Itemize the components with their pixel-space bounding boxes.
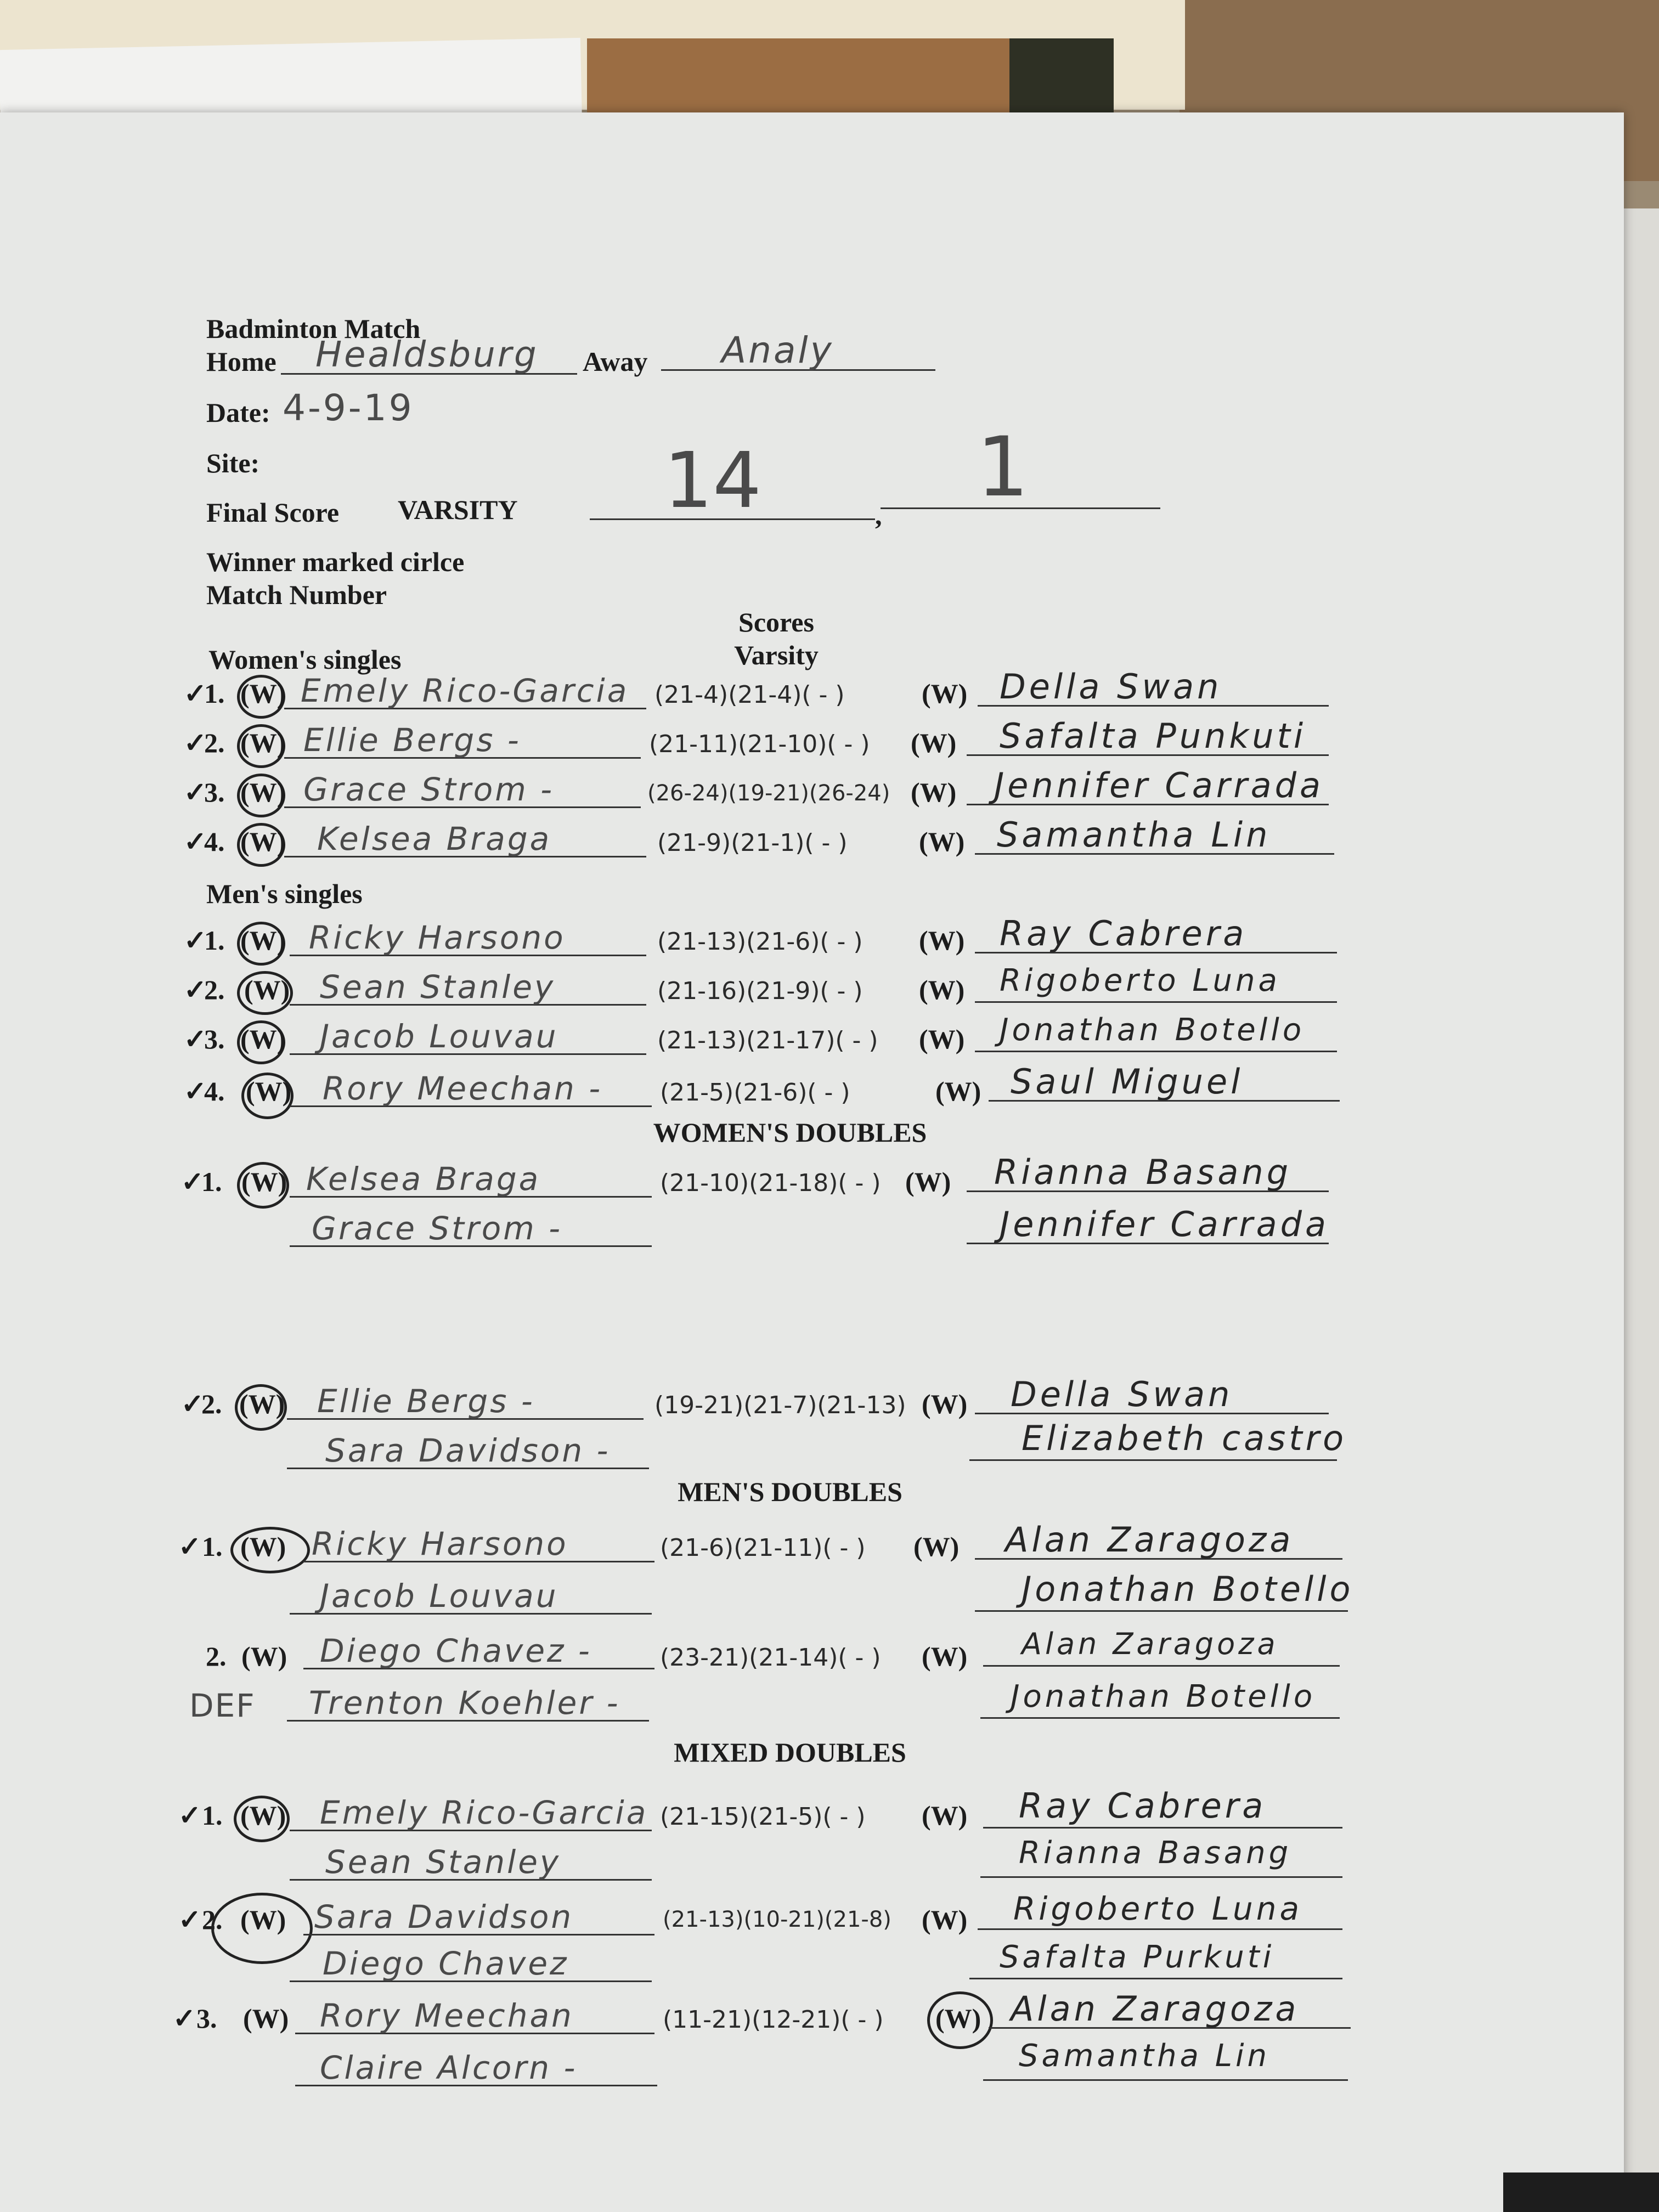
away-team: Analy [721,329,834,371]
away-win-mark: (W) [922,1800,968,1831]
home-player: Ellie Bergs - [303,721,521,759]
home-score: 14 [664,436,762,526]
away-player-1: Alan Zaragoza [1005,1520,1294,1560]
check-mark: ✓ [181,1389,204,1419]
match-number: 3. [204,1024,225,1054]
name-line [969,1978,1342,1979]
away-win-mark: (W) [922,1641,968,1672]
away-win-mark: (W) [919,925,965,956]
away-win-mark: (W) [919,826,965,857]
name-line [975,1051,1337,1052]
game-scores: (21-5)(21-6)( - ) [660,1079,850,1107]
home-win-mark: (W) [243,2003,289,2034]
name-line [980,1717,1340,1719]
home-player-1: Ellie Bergs - [317,1383,535,1420]
name-line [983,2079,1348,2081]
away-player-2: Safalta Purkuti [1000,1939,1275,1975]
away-player-1: Alan Zaragoza [1022,1627,1279,1661]
away-player: Safalta Punkuti [1000,716,1307,756]
away-player: Samantha Lin [997,815,1271,855]
match-number: 1. [204,678,225,709]
home-win-mark: (W) [240,1904,286,1935]
home-win-mark: (W) [240,777,286,808]
away-player-1: Rigoberto Luna [1013,1890,1303,1927]
away-score: 1 [977,420,1029,515]
check-mark: ✓ [181,1166,204,1197]
away-win-mark: (W) [905,1166,951,1197]
home-win-mark: (W) [240,1531,286,1562]
home-player-2: Sara Davidson - [325,1432,611,1469]
final-score-label: Final Score [206,497,340,528]
away-player: Jennifer Carrada [994,765,1324,805]
game-scores: (21-4)(21-4)( - ) [654,681,845,709]
away-win-mark: (W) [919,1024,965,1054]
away-win-mark: (W) [919,974,965,1005]
background-tape [587,38,1015,121]
home-player: Emely Rico-Garcia [301,672,629,709]
away-win-mark: (W) [911,727,957,758]
home-player-1: Rory Meechan [320,1997,574,2034]
match-number: 4. [204,1076,225,1107]
away-win-mark: (W) [911,777,957,808]
away-player-2: Rianna Basang [1019,1835,1292,1871]
section-mens-doubles: MEN'S DOUBLES [678,1476,902,1507]
away-player: Della Swan [1000,667,1222,707]
match-number: 3. [204,777,225,808]
section-womens-doubles: WOMEN'S DOUBLES [653,1117,927,1148]
name-line [969,1459,1337,1461]
match-number: 2. [206,1641,227,1672]
away-player-1: Della Swan [1011,1374,1233,1414]
section-womens-singles: Women's singles [208,644,402,675]
home-win-mark: (W) [240,826,286,857]
away-win-mark: (W) [913,1531,960,1562]
away-label: Away [583,346,648,377]
name-line [978,1928,1342,1930]
date-value: 4-9-19 [283,387,414,429]
check-mark: ✓ [184,925,207,956]
default-note: DEF [189,1687,256,1724]
home-player: Sean Stanley [320,968,556,1006]
check-mark: ✓ [178,1904,201,1935]
home-player: Jacob Louvau [320,1018,558,1055]
home-player: Rory Meechan - [323,1070,603,1107]
home-win-mark: (W) [240,727,286,758]
away-win-mark: (W) [922,1904,968,1935]
game-scores: (23-21)(21-14)( - ) [660,1644,881,1672]
away-win-mark: (W) [922,1389,968,1419]
game-scores: (21-15)(21-5)( - ) [660,1803,866,1831]
score-separator: , [875,500,882,531]
away-player-1: Rianna Basang [994,1152,1292,1192]
varsity-label: VARSITY [398,494,518,525]
game-scores: (19-21)(21-7)(21-13) [654,1391,906,1419]
game-scores: (11-21)(12-21)( - ) [663,2006,884,2034]
match-number: 1. [202,1531,223,1562]
away-player-2: Jonathan Botello [1022,1569,1354,1609]
away-player: Saul Miguel [1011,1062,1244,1102]
home-player-2: Trenton Koehler - [309,1684,620,1722]
away-player: Ray Cabrera [1000,913,1248,953]
home-win-mark: (W) [241,1641,287,1672]
home-player-1: Emely Rico-Garcia [320,1794,648,1831]
home-win-mark: (W) [246,1076,292,1107]
name-line [975,1610,1348,1612]
name-line [983,1827,1342,1829]
away-win-mark: (W) [935,1076,981,1107]
score-sheet [0,112,1624,2212]
scores-label: Scores [738,607,814,637]
check-mark: ✓ [178,1800,201,1831]
check-mark: ✓ [184,826,207,857]
away-player-1: Alan Zaragoza [1011,1989,1300,2029]
scores-sublabel: Varsity [734,640,819,670]
check-mark: ✓ [184,1024,207,1054]
home-win-mark: (W) [244,974,290,1005]
section-mens-singles: Men's singles [206,878,363,909]
check-mark: ✓ [184,777,207,808]
away-player-2: Samantha Lin [1019,2038,1271,2074]
match-number: 2. [204,974,225,1005]
game-scores: (21-16)(21-9)( - ) [657,977,863,1005]
game-scores: (21-13)(21-17)( - ) [657,1026,878,1054]
match-number: 1. [202,1800,223,1831]
home-player: Ricky Harsono [309,919,566,956]
away-win-mark: (W) [922,678,968,709]
game-scores: (21-6)(21-11)( - ) [660,1534,866,1562]
game-scores: (21-9)(21-1)( - ) [657,829,848,857]
match-number: 2. [204,727,225,758]
home-win-mark: (W) [239,1389,285,1419]
check-mark: ✓ [184,727,207,758]
home-win-mark: (W) [241,1166,287,1197]
home-player-1: Sara Davidson [314,1898,574,1936]
home-win-mark: (W) [240,678,286,709]
check-mark: ✓ [173,2003,196,2034]
match-number-label: Match Number [206,579,387,610]
home-player-1: Ricky Harsono [312,1525,568,1562]
home-player-2: Diego Chavez [323,1945,569,1982]
check-mark: ✓ [178,1531,201,1562]
background-dark-corner [1503,2172,1659,2212]
away-player-1: Ray Cabrera [1019,1786,1267,1826]
name-line [980,1876,1342,1878]
match-number: 2. [201,1389,222,1419]
home-win-mark: (W) [240,1800,286,1831]
game-scores: (21-11)(21-10)( - ) [649,730,870,758]
home-player: Grace Strom - [303,771,555,808]
home-player-1: Diego Chavez - [320,1632,592,1669]
home-player-2: Jacob Louvau [320,1577,558,1615]
check-mark: ✓ [184,1076,207,1107]
match-number: 3. [196,2003,217,2034]
match-number: 2. [202,1904,223,1935]
away-player-2: Elizabeth castro [1022,1418,1347,1458]
match-number: 1. [204,925,225,956]
game-scores: (21-10)(21-18)( - ) [660,1169,881,1197]
game-scores: (21-13)(10-21)(21-8) [663,1907,891,1932]
name-line [975,1001,1337,1003]
site-label: Site: [206,448,260,478]
home-player-2: Claire Alcorn - [320,2049,578,2086]
check-mark: ✓ [184,974,207,1005]
match-number: 1. [201,1166,222,1197]
away-player-2: Jennifer Carrada [1000,1204,1330,1244]
away-player: Jonathan Botello [1000,1012,1305,1048]
sheet-title: Badminton Match [206,313,421,344]
away-player-2: Jonathan Botello [1011,1679,1316,1714]
game-scores: (26-24)(19-21)(26-24) [647,781,890,806]
home-win-mark: (W) [240,1024,286,1054]
home-player: Kelsea Braga [317,820,552,857]
date-label: Date: [206,397,270,428]
home-label: Home [206,346,276,377]
away-player: Rigoberto Luna [1000,963,1280,998]
home-player-2: Grace Strom - [312,1210,563,1247]
away-win-mark: (W) [935,2003,981,2034]
check-mark: ✓ [184,678,207,709]
home-team: Healdsburg [315,335,539,375]
section-mixed-doubles: MIXED DOUBLES [674,1737,906,1768]
match-number: 4. [204,826,225,857]
game-scores: (21-13)(21-6)( - ) [657,928,863,956]
home-player-1: Kelsea Braga [306,1160,541,1198]
home-win-mark: (W) [240,925,286,956]
winner-note: Winner marked cirlce [206,546,465,577]
name-line [983,1665,1340,1667]
home-player-2: Sean Stanley [325,1843,561,1881]
